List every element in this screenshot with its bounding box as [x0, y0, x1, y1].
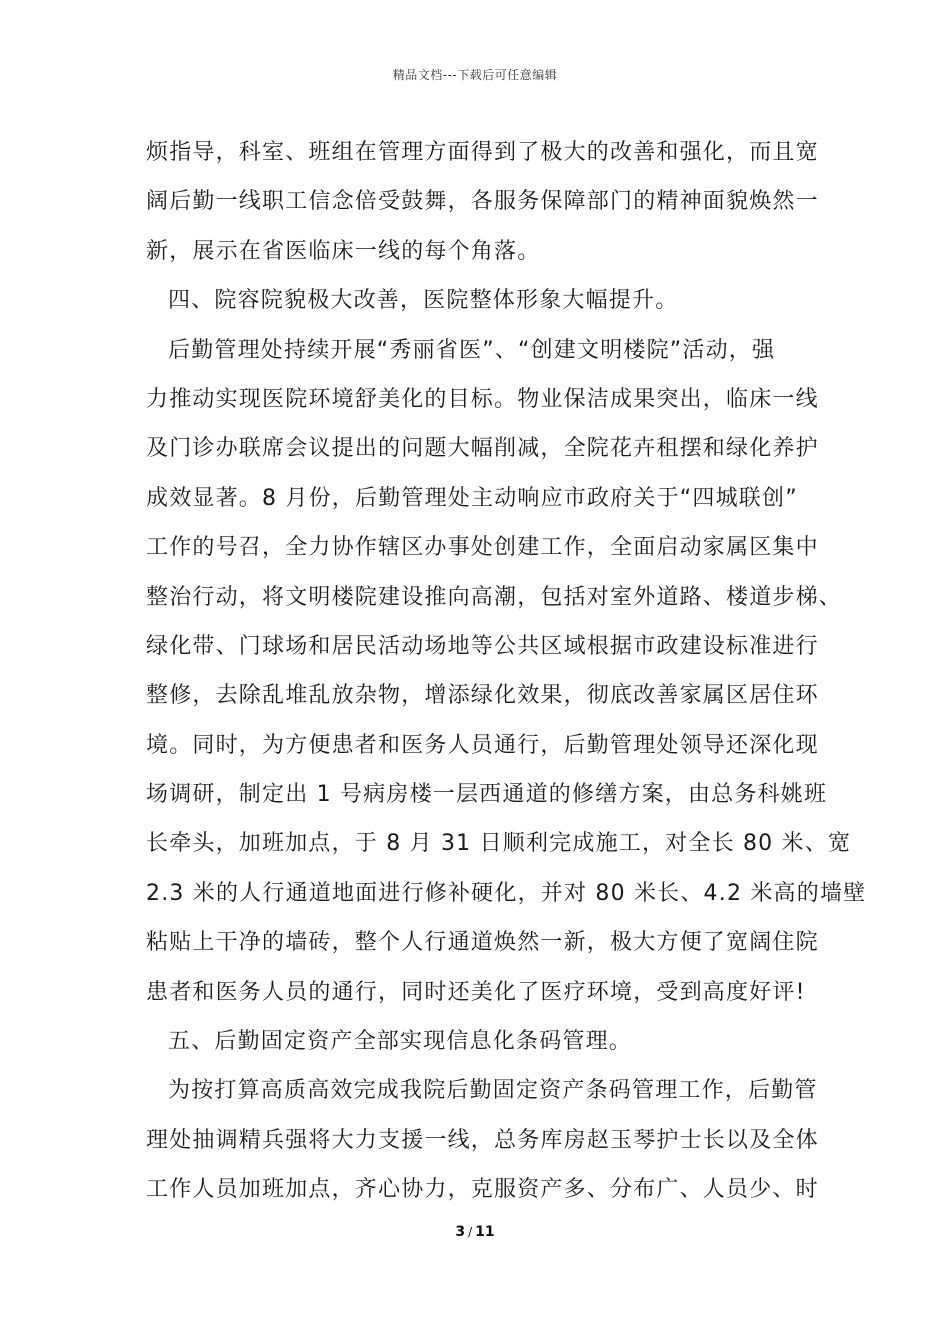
body-text-line: 理处抽调精兵强将大力支援一线，总务库房赵玉琴护士长以及全体: [146, 1127, 819, 1153]
body-text-line: 境。同时，为方便患者和医务人员通行，后勤管理处领导还深化现: [146, 732, 819, 758]
body-text-line: 力推动实现医院环境舒美化的目标。物业保洁成果突出，临床一线: [146, 386, 819, 412]
body-text-line: 成效显著。8 月份，后勤管理处主动响应市政府关于“四城联创”: [146, 485, 798, 511]
document-body: [146, 128, 867, 1215]
total-page-count: 11: [475, 1224, 495, 1240]
body-text-line: 患者和医务人员的通行，同时还美化了医疗环境，受到高度好评!: [146, 979, 806, 1005]
section-heading-line: 四、院容院貌极大改善，医院整体形象大幅提升。: [168, 288, 679, 314]
section-heading-line: 五、后勤固定资产全部实现信息化条码管理。: [168, 1029, 633, 1055]
body-text-line: 阔后勤一线职工信念倍受鼓舞，各服务保障部门的精神面貌焕然一: [146, 189, 819, 215]
body-text-line: 场调研，制定出 1 号病房楼一层西通道的修缮方案，由总务科姚班: [146, 782, 828, 808]
body-text-line: 后勤管理处持续开展“秀丽省医”、“创建文明楼院”活动，强: [168, 337, 776, 363]
body-text-line: 2.3 米的人行通道地面进行修补硬化，并对 80 米长、4.2 米高的墙壁: [146, 880, 867, 906]
body-text-line: 新，展示在省医临床一线的每个角落。: [146, 238, 541, 264]
body-text-line: 及门诊办联席会议提出的问题大幅削减，全院花卉租摆和绿化养护: [146, 436, 819, 462]
body-text-line: 工作的号召，全力协作辖区办事处创建工作，全面启动家属区集中: [146, 535, 819, 561]
body-text-line: 绿化带、门球场和居民活动场地等公共区域根据市政建设标准进行: [146, 633, 819, 659]
body-text-line: 粘贴上干净的墙砖，整个人行通道焕然一新，极大方便了宽阔住院: [146, 930, 819, 956]
body-text-line: 烦指导，科室、班组在管理方面得到了极大的改善和强化，而且宽: [146, 140, 819, 165]
body-text-line: 整治行动，将文明楼院建设推向高潮，包括对室外道路、楼道步梯、: [146, 584, 843, 610]
body-text-line: 长牵头，加班加点，于 8 月 31 日顺利完成施工，对全长 80 米、宽: [146, 831, 852, 857]
body-text-line: 整修，去除乱堆乱放杂物，增添绿化效果，彻底改善家属区居住环: [146, 683, 819, 709]
page-separator: /: [468, 1225, 473, 1239]
page-number: [0, 1224, 950, 1240]
page-header: 精品文档---下载后可任意编辑: [392, 68, 558, 82]
current-page-number: 3: [455, 1224, 466, 1240]
body-text-line: 工作人员加班加点，齐心协力，克服资产多、分布广、人员少、时: [146, 1177, 819, 1203]
body-text-line: 为按打算高质高效完成我院后勤固定资产条码管理工作，后勤管: [168, 1078, 818, 1104]
